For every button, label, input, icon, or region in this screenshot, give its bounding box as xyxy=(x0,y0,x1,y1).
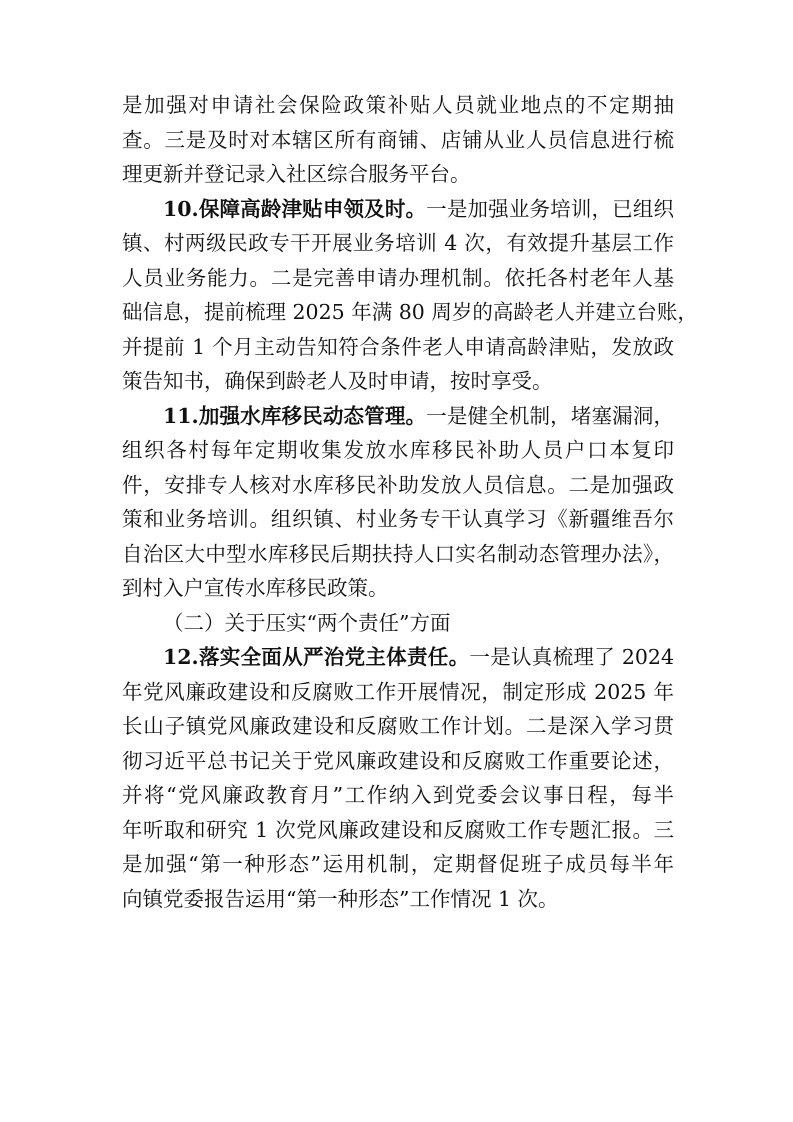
paragraph-heading: 11.加强水库移民动态管理。 xyxy=(163,403,427,428)
text-run: 一是健全机制，堵塞漏洞， xyxy=(426,403,675,428)
text-line: 到村入户宣传水库移民政策。 xyxy=(122,576,389,600)
paragraph-party-responsibility xyxy=(122,640,674,916)
text-line xyxy=(122,399,674,434)
text-line: 策和业务培训。组织镇、村业务专干认真学习《新疆维吾尔 xyxy=(122,507,674,531)
text-line: 是加强“第一种形态”运用机制，定期督促班子成员每半年 xyxy=(122,852,674,876)
text-run: 一是加强业务培训，已组织 xyxy=(426,196,675,221)
text-line: 并提前 1 个月主动告知符合条件老人申请高龄津贴，发放政 xyxy=(122,334,674,359)
text-line xyxy=(122,192,674,227)
text-line: 理更新并登记录入社区综合服务平台。 xyxy=(122,162,471,186)
text-line: 并将“党风廉政教育月”工作纳入到党委会议事日程，每半 xyxy=(122,783,674,807)
paragraph-social-insurance xyxy=(122,88,674,192)
section-heading: （二）关于压实“两个责任”方面 xyxy=(163,610,451,635)
text-line: 人员业务能力。二是完善申请办理机制。依托各村老年人基 xyxy=(122,265,674,290)
text-line: 年听取和研究 1 次党风廉政建设和反腐败工作专题汇报。三 xyxy=(122,817,674,842)
text-line xyxy=(122,640,674,675)
paragraph-reservoir-migrants xyxy=(122,399,674,606)
text-run: 一是认真梳理了 2024 xyxy=(469,645,674,669)
text-line: 组织各村每年定期收集发放水库移民补助人员户口本复印 xyxy=(122,438,674,462)
document-body xyxy=(122,88,698,916)
text-line: 向镇党委报告运用“第一种形态”工作情况 1 次。 xyxy=(122,886,559,911)
text-line: 策告知书，确保到龄老人及时申请，按时享受。 xyxy=(122,369,553,393)
text-line: 查。三是及时对本辖区所有商铺、店铺从业人员信息进行梳 xyxy=(122,127,674,152)
text-line: 件，安排专人核对水库移民补助发放人员信息。二是加强政 xyxy=(122,472,674,497)
paragraph-heading: 12.落实全面从严治党主体责任。 xyxy=(163,645,470,669)
text-line: 年党风廉政建设和反腐败工作开展情况，制定形成 2025 年 xyxy=(122,679,674,704)
paragraph-elderly-allowance xyxy=(122,192,698,399)
text-line: 彻习近平总书记关于党风廉政建设和反腐败工作重要论述， xyxy=(122,748,674,773)
text-line: 础信息，提前梳理 2025 年满 80 周岁的高龄老人并建立台账， xyxy=(122,300,698,324)
text-line: 长山子镇党风廉政建设和反腐败工作计划。二是深入学习贯 xyxy=(122,714,674,738)
paragraph-heading: 10.保障高龄津贴申领及时。 xyxy=(163,196,427,221)
text-line: 镇、村两级民政专干开展业务培训 4 次，有效提升基层工作 xyxy=(122,231,674,255)
text-line: 是加强对申请社会保险政策补贴人员就业地点的不定期抽 xyxy=(122,93,674,117)
text-line: 自治区大中型水库移民后期扶持人口实名制动态管理办法》， xyxy=(122,541,674,566)
